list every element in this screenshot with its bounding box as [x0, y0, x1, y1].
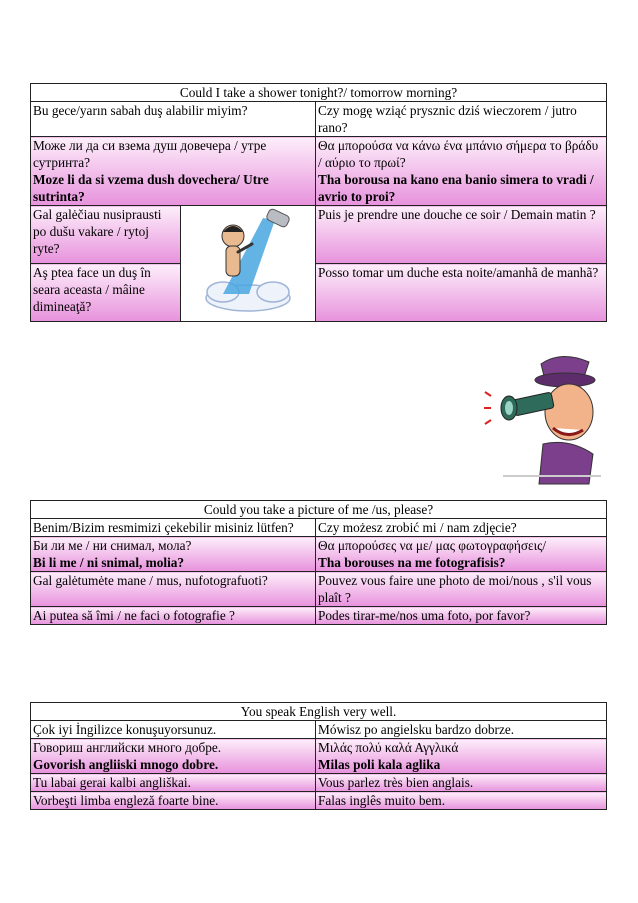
turkish-cell: Bu gece/yarın sabah duş alabilir miyim? — [31, 102, 316, 137]
portuguese-cell: Podes tirar-me/nos uma foto, por favor? — [316, 607, 607, 625]
lithuanian-cell: Gal galėtumėte mane / mus, nufotografuoti? — [31, 572, 316, 607]
phrase-table-picture — [30, 500, 607, 625]
bulgarian-latin: Bi li me / ni snimal, molia? — [33, 555, 185, 570]
shower-illustration — [181, 206, 316, 322]
phrase-title: Could I take a shower tonight?/ tomorrow morning? — [31, 84, 607, 102]
phrase-title: You speak English very well. — [31, 703, 607, 721]
greek-script: Θα μπορούσα να κάνω ένα μπάνιο σήμερα το βράδυ / αύριο το πρωί? — [318, 138, 599, 170]
greek-cell — [316, 137, 607, 206]
bulgarian-cell — [31, 537, 316, 572]
shower-icon — [193, 208, 303, 316]
turkish-cell: Çok iyi İngilizce konuşuyorsunuz. — [31, 721, 316, 739]
greek-latin: Tha borousa na kano ena banio simera to vradi / avrio to proi? — [318, 172, 594, 204]
photographer-icon — [483, 352, 603, 486]
polish-cell: Mówisz po angielsku bardzo dobrze. — [316, 721, 607, 739]
portuguese-cell: Falas inglês muito bem. — [316, 792, 607, 810]
bulgarian-cell — [31, 739, 316, 774]
romanian-cell: Ai putea să îmi / ne faci o fotografie ? — [31, 607, 316, 625]
greek-cell — [316, 739, 607, 774]
bulgarian-cyrillic: Може ли да си взема душ довечера / утре сутринта? — [33, 138, 267, 170]
bulgarian-latin: Govorish angliiski mnogo dobre. — [33, 757, 219, 772]
greek-latin: Milas poli kala aglika — [318, 757, 441, 772]
bulgarian-cyrillic: Би ли ме / ни снимал, мола? — [33, 538, 192, 553]
polish-cell: Czy możesz zrobić mi / nam zdjęcie? — [316, 519, 607, 537]
romanian-cell: Aş ptea face un duş în seara aceasta / mâine dimineaţă? — [31, 264, 181, 322]
phrase-table-shower — [30, 83, 607, 322]
bulgarian-cyrillic: Говориш английски много добре. — [33, 740, 222, 755]
romanian-cell: Vorbeşti limba engleză foarte bine. — [31, 792, 316, 810]
turkish-cell: Benim/Bizim resmimizi çekebilir misiniz lütfen? — [31, 519, 316, 537]
phrase-title: Could you take a picture of me /us, please? — [31, 501, 607, 519]
greek-script: Θα μπορούσες να με/ μας φωτογραφήσεις/ — [318, 538, 547, 553]
french-cell: Vous parlez très bien anglais. — [316, 774, 607, 792]
greek-script: Μιλάς πολύ καλά Αγγλικά — [318, 740, 459, 755]
french-cell: Puis je prendre une douche ce soir / Demain matin ? — [316, 206, 607, 264]
french-cell: Pouvez vous faire une photo de moi/nous , s'il vous plaît ? — [316, 572, 607, 607]
portuguese-cell: Posso tomar um duche esta noite/amanhã de manhã? — [316, 264, 607, 322]
lithuanian-cell: Tu labai gerai kalbi angliškai. — [31, 774, 316, 792]
bulgarian-latin: Moze li da si vzema dush dovechera/ Utre sutrinta? — [33, 172, 269, 204]
polish-cell: Czy mogę wziąć prysznic dziś wieczorem / jutro rano? — [316, 102, 607, 137]
bulgarian-cell — [31, 137, 316, 206]
lithuanian-cell: Gal galėčiau nusiprausti po dušu vakare / rytoj ryte? — [31, 206, 181, 264]
greek-latin: Tha borouses na me fotografisis? — [318, 555, 506, 570]
greek-cell — [316, 537, 607, 572]
phrase-table-english — [30, 702, 607, 810]
